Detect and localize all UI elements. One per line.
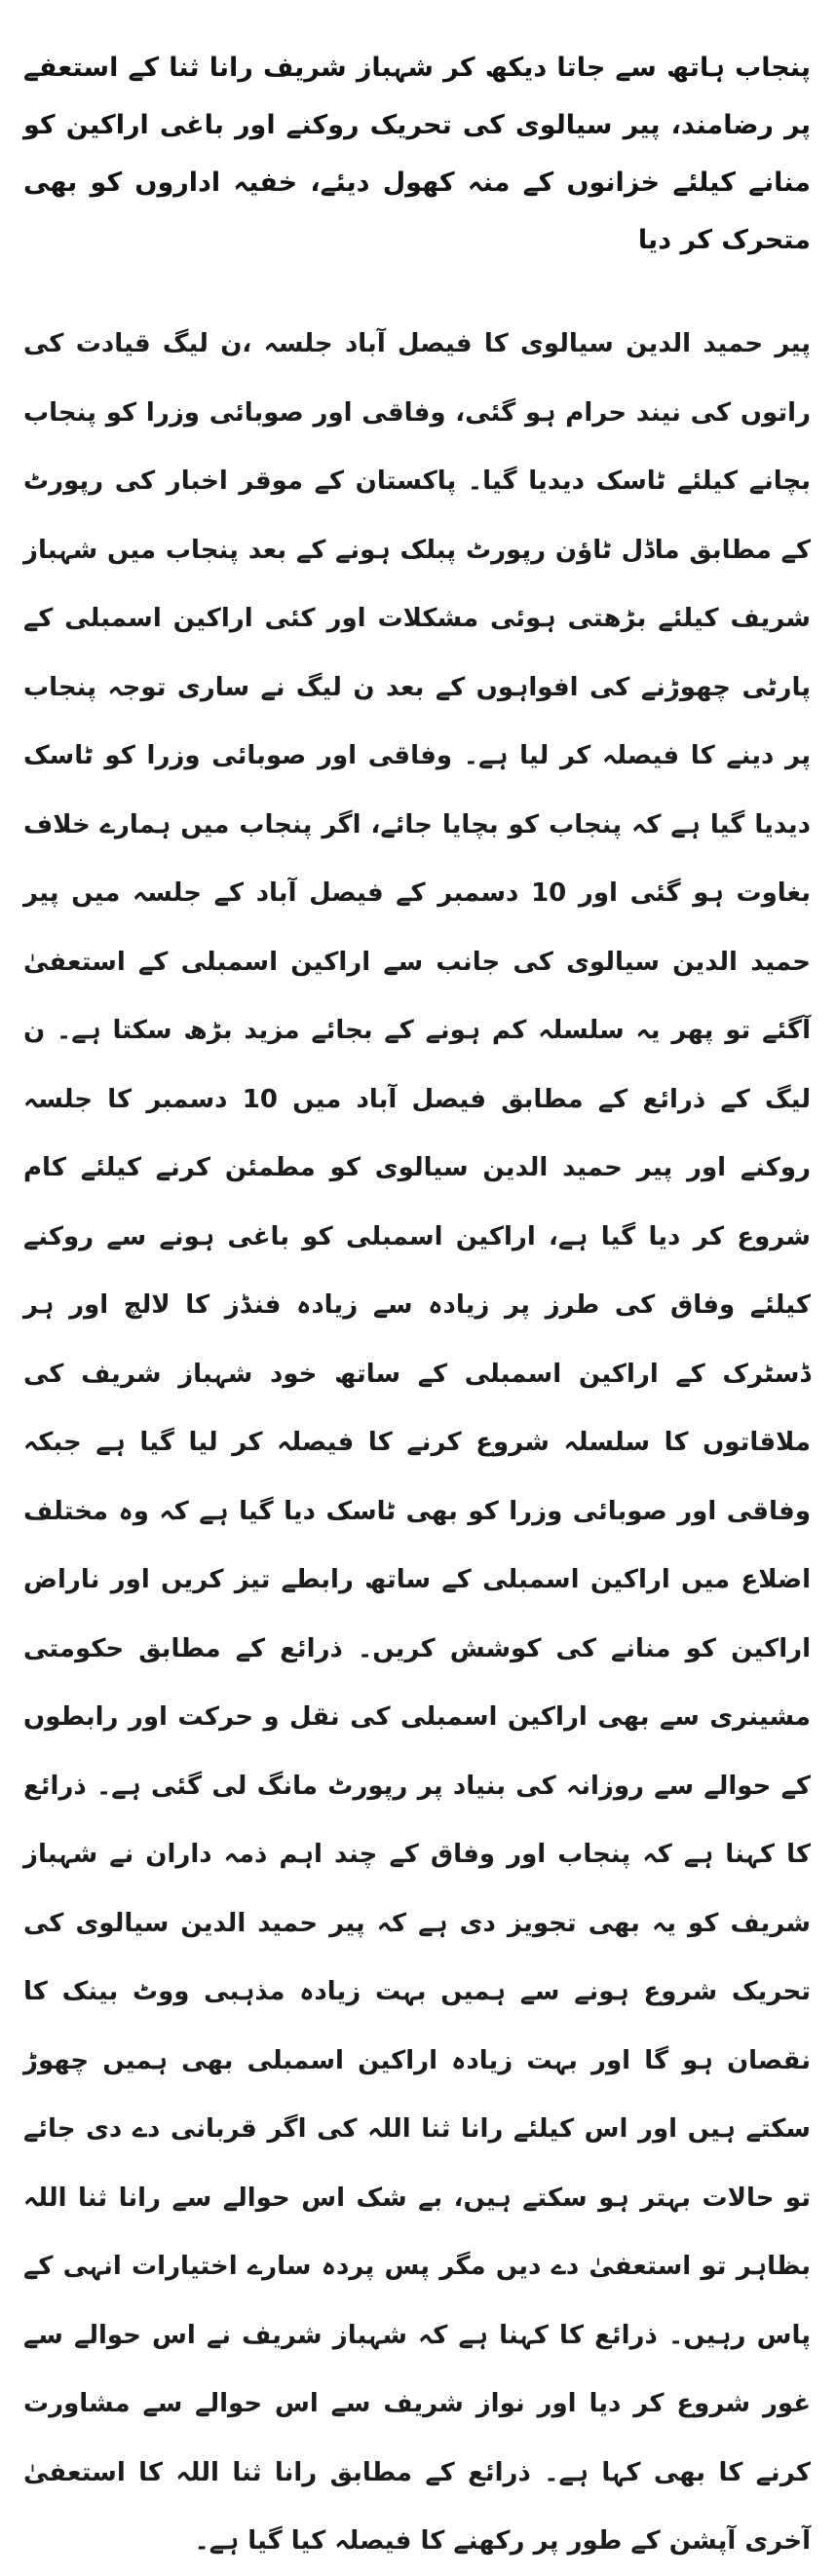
article-headline: پنجاب ہاتھ سے جاتا دیکھ کر شہباز شریف رانا ثنا کے استعفے پر رضامند، پیر سیالوی کی تحریک روکنے اور باغی اراکین کو منانے کیلئے خزانوں کے منہ کھول دیئے، خفیہ اداروں کو بھی متحرک کر دیا [23,53,811,255]
article-body: پیر حمید الدین سیالوی کا فیصل آباد جلسہ ،ن لیگ قیادت کی راتوں کی نیند حرام ہو گئی، وفاقی اور صوبائی وزرا کو پنجاب بچانے کیلئے ٹاسک دیدیا گیا۔ پاکستان کے موقر اخبار کی رپورٹ کے مطابق ماڈل ٹاؤن رپورٹ پبلک ہونے کے بعد پنجاب میں شہباز شریف کیلئے بڑھتی ہوئی مشکلات اور کئی اراکین اسمبلی کے پارٹی چھوڑنے کی افواہوں کے بعد ن لیگ نے ساری توجہ پنجاب پر دینے کا فیصلہ کر لیا ہے۔ وفاقی اور صوبائی وزرا کو ٹاسک دیدیا گیا ہے کہ پنجاب کو بچایا جائے، اگر پنجاب میں ہمارے خلاف بغاوت ہو گئی اور 10 دسمبر کے فیصل آباد کے جلسہ میں پیر حمید الدین سیالوی کی جانب سے اراکین اسمبلی کے استعفیٰ آگئے تو پھر یہ سلسلہ کم ہونے کے بجائے مزید بڑھ سکتا ہے۔ ن لیگ کے ذرائع کے مطابق فیصل آباد میں 10 دسمبر کا جلسہ روکنے اور پیر حمید الدین سیالوی کو مطمئن کرنے کیلئے کام شروع کر دیا گیا ہے، اراکین اسمبلی کو باغی ہونے سے روکنے کیلئے وفاق کی طرز پر زیادہ سے زیادہ فنڈز کا لالچ اور ہر ڈسٹرک کے اراکین اسمبلی کے ساتھ خود شہباز شریف کی ملاقاتوں کا سلسلہ شروع کرنے کا فیصلہ کر لیا گیا ہے جبکہ وفاقی اور صوبائی وزرا کو بھی ٹاسک دیا گیا ہے کہ وہ مختلف اضلاع میں اراکین اسمبلی کے ساتھ رابطے تیز کریں اور ناراض اراکین کو منانے کی کوشش کریں۔ ذرائع کے مطابق حکومتی مشینری سے بھی اراکین اسمبلی کی نقل و حرکت اور رابطوں کے حوالے سے روزانہ کی بنیاد پر رپورٹ مانگ لی گئی ہے۔ ذرائع کا کہنا ہے کہ پنجاب اور وفاق کے چند اہم ذمہ داران نے شہباز شریف کو یہ بھی تجویز دی ہے کہ پیر حمید الدین سیالوی کی تحریک شروع ہونے سے ہمیں بہت زیادہ مذہبی ووٹ بینک کا نقصان ہو گا اور بہت زیادہ اراکین اسمبلی بھی ہمیں چھوڑ سکتے ہیں اور اس کیلئے رانا ثنا اللہ کی اگر قربانی دے دی جائے تو حالات بہتر ہو سکتے ہیں، بے شک اس حوالے سے رانا ثنا اللہ بظاہر تو استعفیٰ دے دیں مگر پس پردہ سارے اختیارات انہی کے پاس رہیں۔ ذرائع کا کہنا ہے کہ شہباز شریف نے اس حوالے سے غور شروع کر دیا اور نواز شریف سے اس حوالے سے مشاورت کرنے کا بھی کہا ہے۔ ذرائع کے مطابق رانا ثنا اللہ کا استعفیٰ آخری آپشن کے طور پر رکھنے کا فیصلہ کیا گیا ہے۔ [23,329,812,2556]
